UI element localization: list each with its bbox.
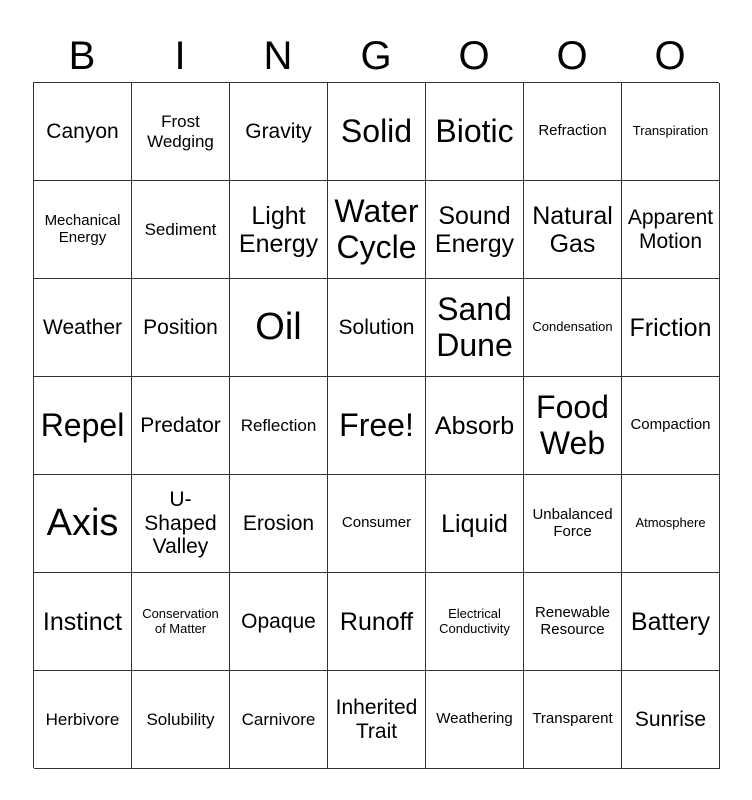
cell-text: Compaction [630,416,711,434]
cell-text: Runoff [339,607,414,636]
cell-text: Transpiration [632,123,709,139]
cell-text: Refraction [538,122,607,140]
bingo-cell [132,671,230,769]
bingo-cell [230,377,328,475]
bingo-cell [426,181,524,279]
cell-text: Conservation of Matter [142,605,219,636]
bingo-cell [328,671,426,769]
bingo-cell [426,279,524,377]
bingo-cell [328,475,426,573]
cell-text: Consumer [341,514,412,532]
bingo-cell [34,83,132,181]
cell-text: Natural Gas [532,201,613,258]
bingo-cell [328,83,426,181]
cell-text: Inherited Trait [335,695,418,743]
cell-text: Sound Energy [434,201,515,258]
cell-text: Liquid [441,509,508,538]
cell-text: Transparent [532,710,613,728]
cell-text: Frost Wedging [147,112,214,151]
bingo-cell [132,279,230,377]
cell-text: Repel [40,406,125,443]
cell-text: Atmosphere [635,515,706,531]
cell-text: Light Energy [238,201,319,258]
bingo-cell [328,279,426,377]
bingo-cell [230,671,328,769]
bingo-cell [328,377,426,475]
cell-text: Water Cycle [334,192,419,265]
bingo-cell [524,475,622,573]
cell-text: U-Shaped Valley [144,488,217,559]
header-letter: B [68,34,96,78]
cell-text: Axis [46,502,119,545]
cell-text: Absorb [434,411,515,440]
cell-text: Unbalanced Force [532,505,613,540]
cell-text: Predator [140,413,221,437]
bingo-cell [426,83,524,181]
bingo-cell [524,83,622,181]
header-letter: O [556,34,588,78]
cell-text: Apparent Motion [627,205,714,253]
bingo-grid [33,82,719,768]
bingo-cell [230,279,328,377]
bingo-cell [132,475,230,573]
bingo-cell [328,573,426,671]
cell-text: Instinct [42,607,123,636]
bingo-cell [34,279,132,377]
cell-text: Carnivore [241,709,316,729]
header-letter: G [360,34,392,78]
bingo-cell [230,83,328,181]
bingo-cell [328,181,426,279]
cell-text: Biotic [435,112,514,149]
cell-text: Sediment [144,219,217,239]
cell-text: Renewable Resource [534,603,611,638]
header-letter: I [174,34,186,78]
cell-text: Food Web [536,388,609,461]
bingo-cell [34,181,132,279]
cell-text: Erosion [242,511,315,535]
bingo-cell [132,573,230,671]
cell-text: Solution [338,315,415,339]
cell-text: Oil [255,306,302,349]
bingo-cell [132,377,230,475]
bingo-cell [622,181,720,279]
cell-text: Solubility [146,709,215,729]
bingo-cell [426,573,524,671]
bingo-cell [622,83,720,181]
bingo-cell [230,573,328,671]
cell-text: Free! [339,406,414,443]
bingo-cell [622,573,720,671]
bingo-cell [622,377,720,475]
cell-text: Friction [629,313,712,342]
bingo-cell [132,181,230,279]
bingo-cell [230,475,328,573]
cell-text: Opaque [241,609,316,633]
bingo-cell [622,671,720,769]
bingo-cell [34,377,132,475]
bingo-cell [622,475,720,573]
bingo-cell [524,377,622,475]
bingo-cell [34,671,132,769]
cell-text: Weather [43,315,122,339]
header-letter: O [654,34,686,78]
cell-text: Position [143,315,218,339]
cell-text: Sand Dune [436,290,513,363]
bingo-cell [34,475,132,573]
bingo-cell [524,671,622,769]
bingo-cell [34,573,132,671]
bingo-cell [132,83,230,181]
cell-text: Mechanical Energy [44,211,121,246]
bingo-cell [230,181,328,279]
cell-text: Sunrise [634,707,707,731]
bingo-cell [426,671,524,769]
bingo-cell [426,475,524,573]
cell-text: Weathering [436,710,513,728]
bingo-cell [524,279,622,377]
bingo-cell [524,181,622,279]
bingo-cell [524,573,622,671]
bingo-cell [426,377,524,475]
bingo-header [33,30,719,82]
cell-text: Canyon [46,119,119,143]
cell-text: Condensation [532,319,613,335]
bingo-cell [622,279,720,377]
cell-text: Reflection [240,415,317,435]
cell-text: Herbivore [45,709,120,729]
header-letter: O [458,34,490,78]
cell-text: Battery [630,607,711,636]
cell-text: Gravity [245,119,312,143]
cell-text: Electrical Conductivity [439,605,510,636]
cell-text: Solid [340,112,413,149]
header-letter: N [263,34,293,78]
